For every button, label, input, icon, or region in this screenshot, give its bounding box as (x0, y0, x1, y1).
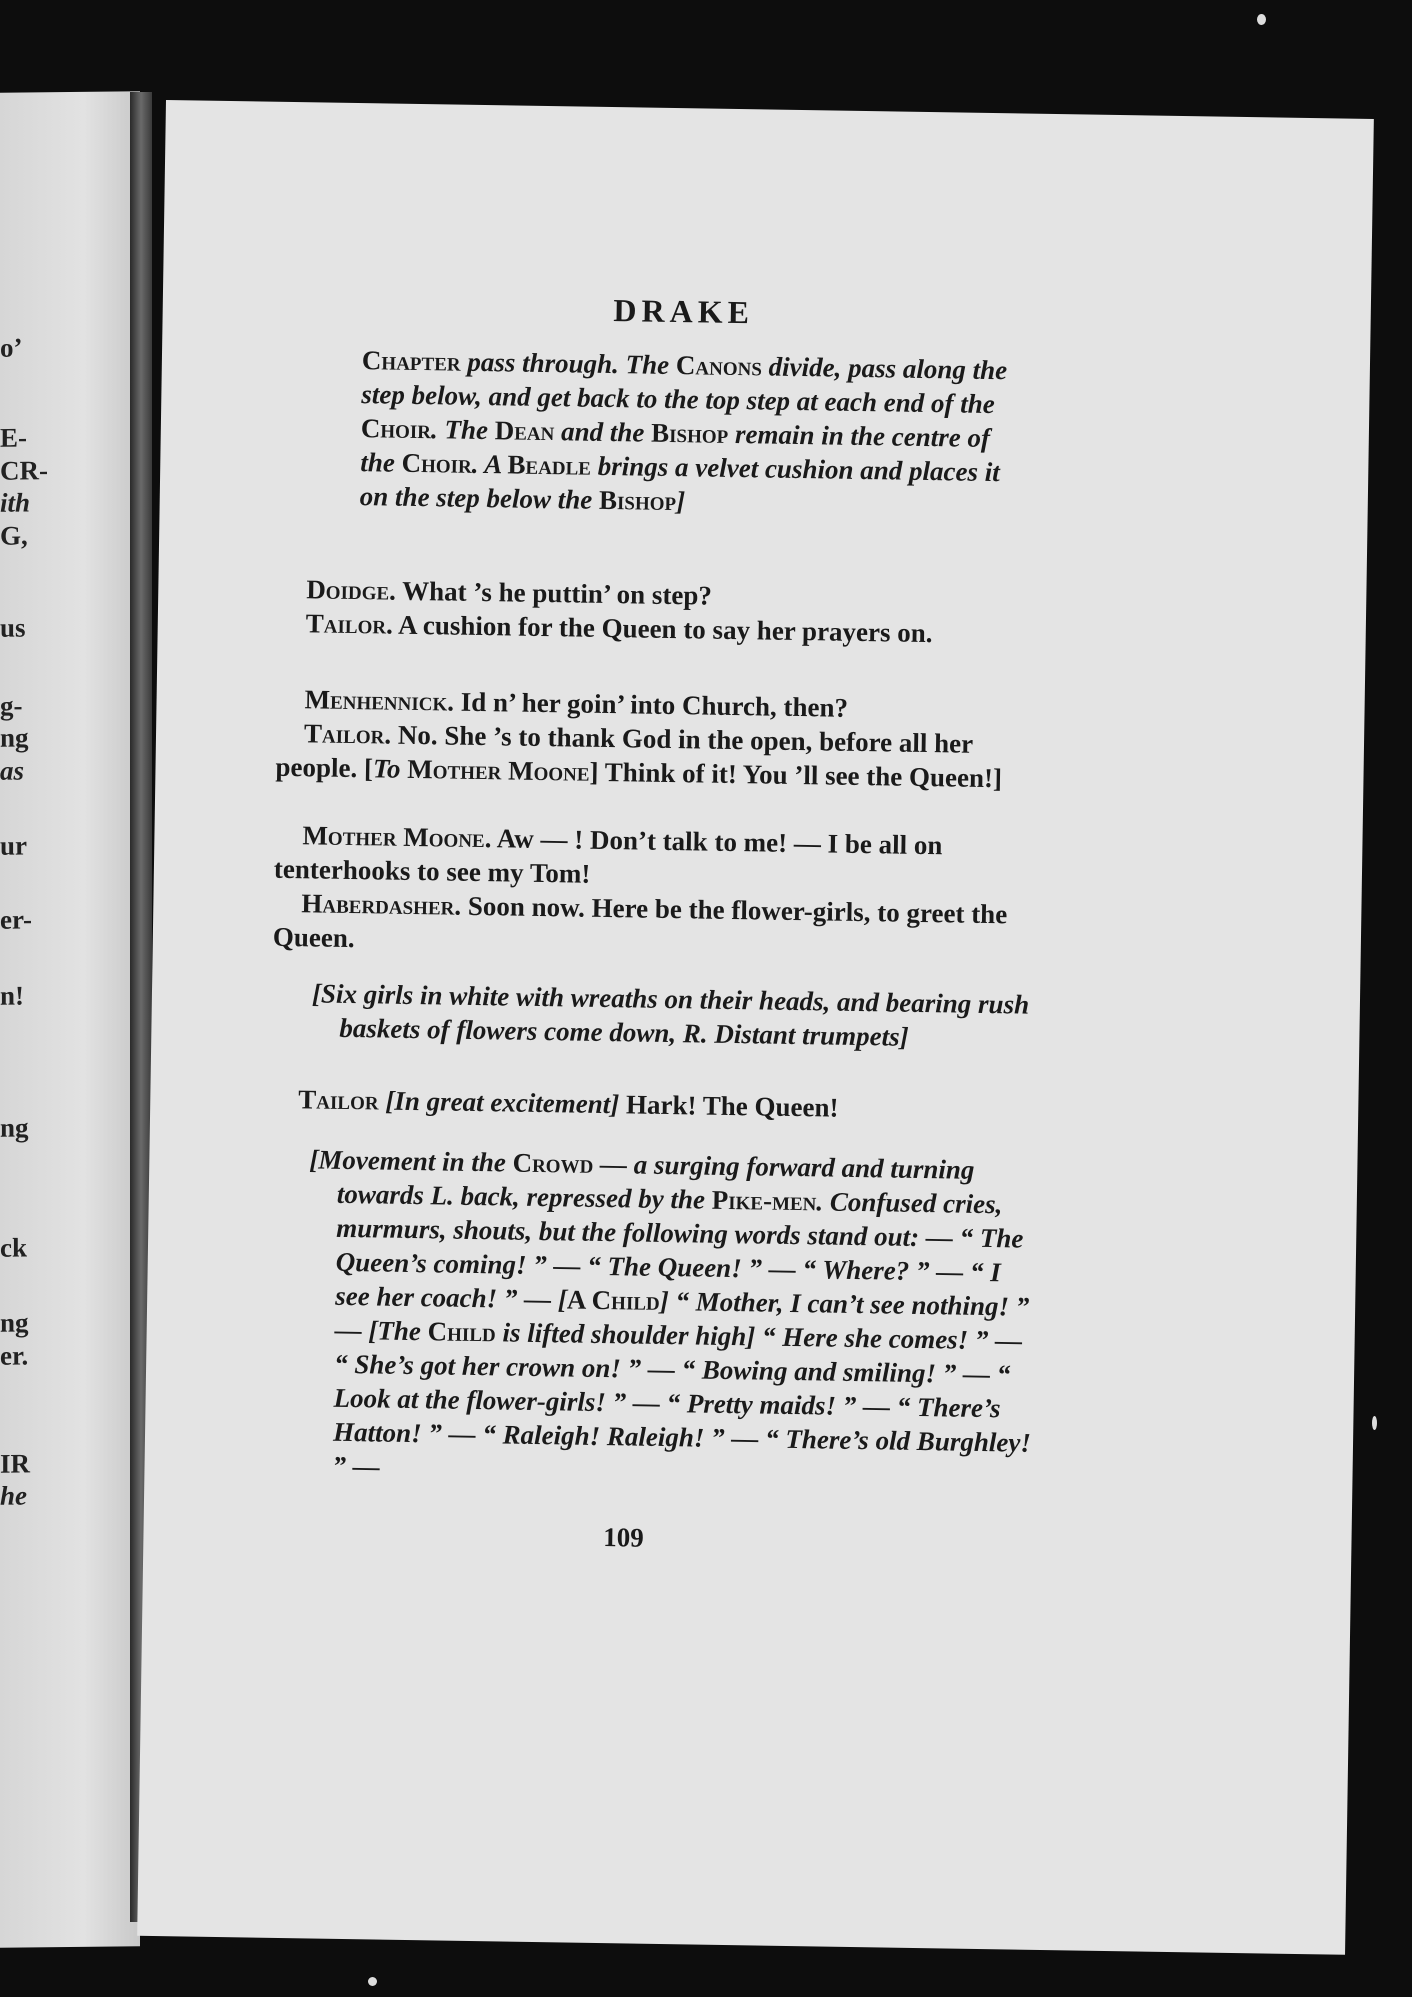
running-head: DRAKE (613, 292, 755, 331)
speaker-name: Haberdasher. (301, 888, 462, 921)
speech: Doidge. What ’s he puttin’ on step? (306, 574, 713, 611)
facing-page-fragment: n! (0, 980, 25, 1011)
facing-page-fragment: as (0, 755, 25, 786)
scan-artifact (368, 1977, 377, 1986)
stage-direction: Chapter pass through. The Canons divide, pass along the step below, and get back to the top step at each end of the Choir. The Dean and the Bishop remain in the centre of the Choir. A Beadle brings a velvet cushion and places it on the step below the Bishop] (359, 345, 1008, 517)
character-name: Bishop (650, 417, 729, 449)
stage-direction: [Six girls in white with wreaths on their heads, and bearing rush baskets of flowers come down, R. Distant trumpets] (311, 978, 1030, 1052)
character-name: Child (427, 1316, 496, 1348)
speaker-name: Mother Moone. (302, 820, 492, 854)
speech: Tailor. A cushion for the Queen to say her prayers on. (305, 608, 933, 649)
character-name: Bishop (598, 484, 677, 517)
character-name: Crowd (512, 1147, 594, 1179)
page-number: 109 (602, 1522, 644, 1553)
scan-artifact (1372, 1416, 1377, 1430)
character-name: Beadle (507, 449, 592, 481)
facing-page-fragment: er- (0, 904, 32, 935)
character-name: Canons (675, 350, 763, 382)
facing-page-fragment: he (0, 1480, 27, 1511)
facing-page-fragment: ng (0, 1112, 29, 1143)
speech: Tailor [In great excitement] Hark! The Queen! (298, 1084, 839, 1123)
stage-direction: [Movement in the Crowd — a surging forward and turning towards L. back, repressed by the Pike-men. Confused cries, murmurs, shouts, but the following words stand out: — “ The Queen’s coming! ” — “ The Queen! ” — “ Where? ” — “ I see her coach! ” — [A Child] “ Mother, I can’t see nothing! ” — [The Child is lifted shoulder high] “ Here she comes! ” — “ She’s got her crown on! ” — “ Bowing and smiling! ” — “ Look at the flower-girls! ” — “ Pretty maids! ” — “ There’s Hatton! ” — “ Raleigh! Raleigh! ” — “ There’s old Burghley! ” — (309, 1144, 1032, 1482)
book-page (137, 100, 1374, 1955)
speech: Mother Moone. Aw — ! Don’t talk to me! — I be all on tenterhooks to see my Tom! (273, 820, 943, 889)
facing-page-fragment: E- (0, 422, 27, 453)
character-name: Pike-men (711, 1184, 817, 1217)
character-name: Mother Moone (407, 753, 590, 787)
speaker-name: Tailor (298, 1084, 379, 1116)
character-name: Choir (401, 447, 472, 479)
facing-page-fragment: G, (0, 520, 28, 551)
facing-page-fragment: CR- (0, 455, 48, 486)
speaker-name: Tailor. (305, 608, 394, 640)
character-name: Choir (360, 413, 432, 445)
facing-page-fragment: ng (0, 722, 29, 753)
facing-page-fragment: ck (0, 1232, 27, 1263)
character-name: Chapter (361, 345, 461, 377)
character-name: Dean (494, 415, 555, 447)
speech: Tailor. No. She ’s to thank God in the open, before all her people. [To Mother Moone] Think of it! You ’ll see the Queen!] (275, 718, 1003, 794)
speaker-name: Tailor. (303, 718, 392, 750)
facing-page-fragment: ng (0, 1307, 29, 1338)
speech: Haberdasher. Soon now. Here be the flower-girls, to greet the Queen. (272, 888, 1008, 954)
speech: Menhennick. Id n’ her goin’ into Church, then? (304, 684, 849, 723)
facing-page-fragment: ur (0, 830, 27, 861)
facing-page-fragment: us (0, 612, 26, 643)
facing-page-fragment: o’ (0, 332, 23, 363)
facing-page-fragment: ith (0, 487, 31, 518)
facing-page-fragment: er. (0, 1340, 29, 1371)
speaker-name: Doidge. (306, 574, 397, 606)
facing-page-fragment: g- (0, 690, 23, 721)
facing-page-fragment: IR (0, 1448, 31, 1479)
character-name: A Child (566, 1284, 660, 1316)
scan-artifact (1257, 14, 1266, 25)
facing-page (0, 91, 140, 1947)
speaker-name: Menhennick. (304, 684, 455, 717)
